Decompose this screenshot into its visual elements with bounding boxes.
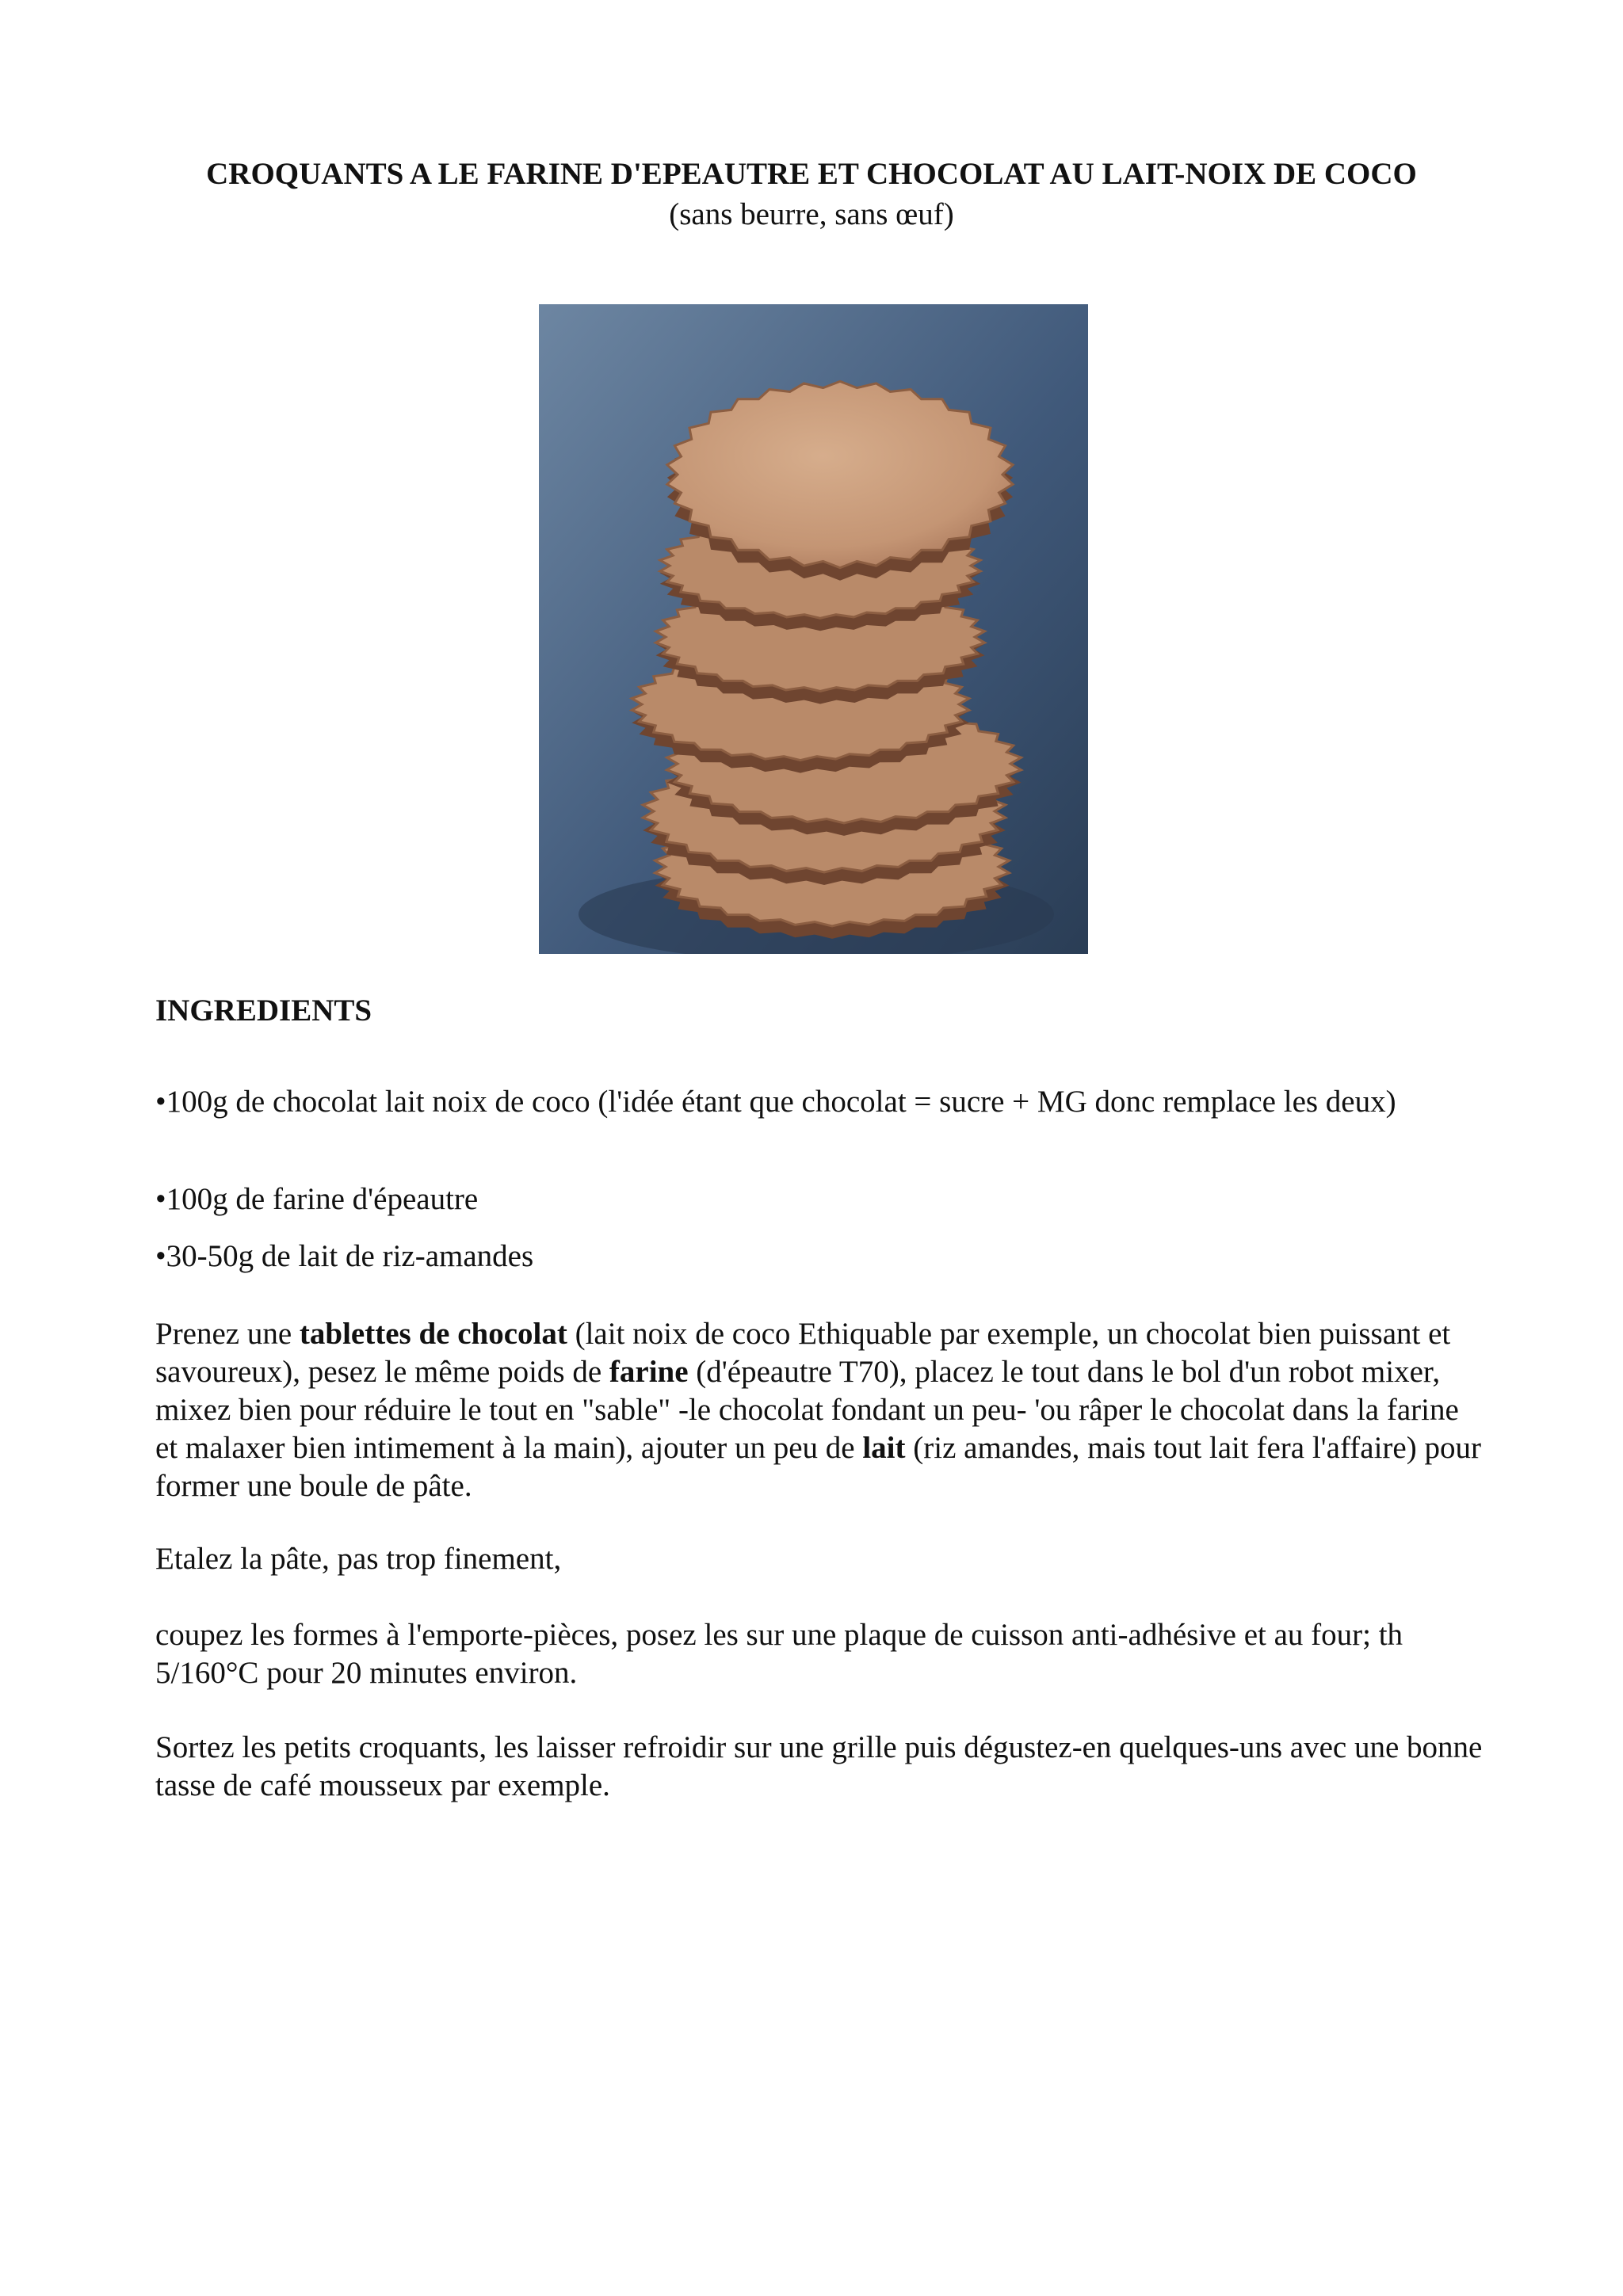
- step-text: Prenez une: [155, 1317, 300, 1351]
- step-highlight: farine: [609, 1355, 689, 1389]
- instruction-paragraph: [155, 1315, 1487, 1505]
- step-text: (lait noix de coco Ethiquable par exemple, un chocolat bien puissant et savoureux), pesez le même poids de: [155, 1317, 1451, 1389]
- recipe-subtitle: (sans beurre, sans œuf): [669, 197, 954, 231]
- ingredient-item: •100g de chocolat lait noix de coco (l'idée étant que chocolat = sucre + MG donc remplace les deux): [155, 1085, 1396, 1119]
- instruction-paragraph: Sortez les petits croquants, les laisser refroidir sur une grille puis dégustez-en quelques-uns avec une bonne tasse de café mousseux par exemple.: [155, 1730, 1483, 1802]
- cookie-stack-photo: [539, 304, 1088, 954]
- ingredient-item: •100g de farine d'épeautre: [155, 1182, 479, 1216]
- instruction-paragraph: coupez les formes à l'emporte-pièces, posez les sur une plaque de cuisson anti-adhésive et au four; th 5/160°C pour 20 minutes environ.: [155, 1618, 1403, 1690]
- step-highlight: tablettes de chocolat: [299, 1317, 567, 1351]
- step-text: (d'épeautre T70), placez le tout dans le bol d'un robot mixer, mixez bien pour réduire le tout en "sable" -le chocolat fondant un peu- 'ou râper le chocolat dans la farine et malaxer bien intimement à la main), ajouter un peu de: [155, 1355, 1459, 1465]
- step-text: (riz amandes, mais tout lait fera l'affaire) pour former une boule de pâte.: [155, 1431, 1481, 1503]
- step-highlight: lait: [862, 1431, 906, 1465]
- ingredient-item: •30-50g de lait de riz-amandes: [155, 1239, 534, 1273]
- instruction-paragraph: Etalez la pâte, pas trop finement,: [155, 1542, 562, 1576]
- recipe-title: CROQUANTS A LE FARINE D'EPEAUTRE ET CHOCOLAT AU LAIT-NOIX DE COCO: [206, 157, 1417, 191]
- ingredients-heading: INGREDIENTS: [155, 994, 372, 1028]
